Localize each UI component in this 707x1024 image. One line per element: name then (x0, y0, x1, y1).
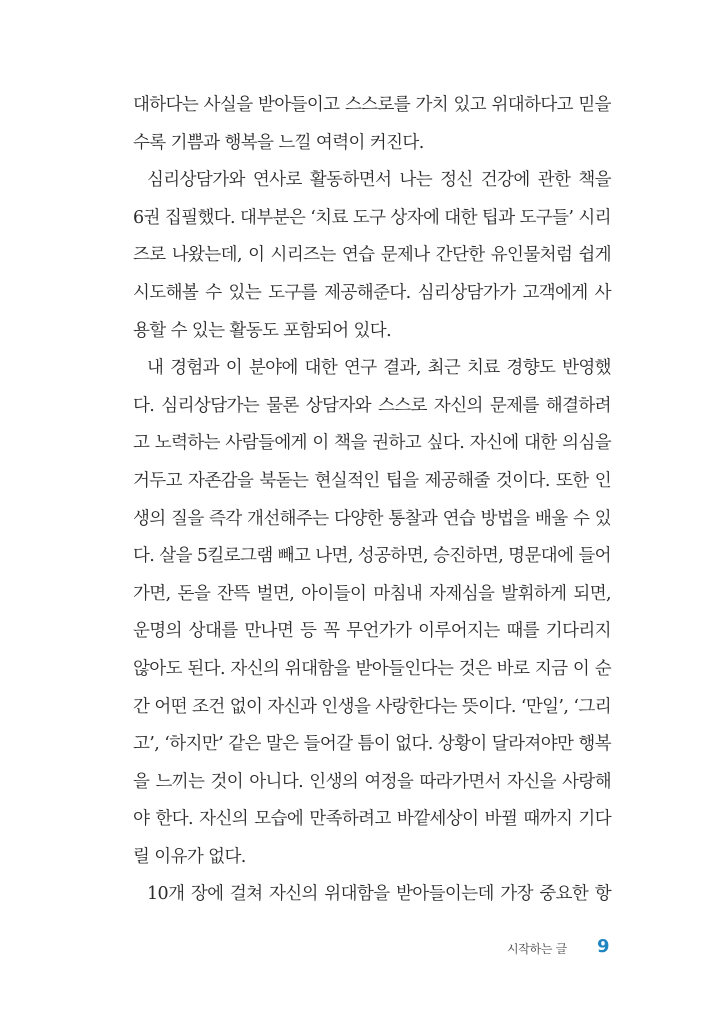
text-line-20: 야 한다. 자신의 모습에 만족하려고 바깥세상이 바뀔 때까지 기다 (133, 809, 611, 830)
text-line-13: 다. 살을 5킬로그램 빼고 나면, 성공하면, 승진하면, 명문대에 들어 (133, 546, 611, 567)
text-line-19: 을 느끼는 것이 아니다. 인생의 여정을 따라가면서 자신을 사랑해 (133, 771, 611, 792)
text-line-18: 고’, ‘하지만’ 같은 말은 들어갈 틈이 없다. 상황이 달라져야만 행복 (133, 734, 611, 755)
running-title: 시작하는 글 (507, 942, 567, 956)
text-line-16: 않아도 된다. 자신의 위대함을 받아들인다는 것은 바로 지금 이 순 (133, 658, 611, 679)
text-line-2: 수록 기쁨과 행복을 느낄 여력이 커진다. (133, 132, 424, 153)
text-line-22: 10개 장에 걸쳐 자신의 위대함을 받아들이는데 가장 중요한 항 (147, 884, 611, 905)
text-line-17: 간 어떤 조건 없이 자신과 인생을 사랑한다는 뜻이다. ‘만일’, ‘그리 (133, 696, 611, 717)
text-line-8: 내 경험과 이 분야에 대한 연구 결과, 최근 치료 경향도 반영했 (147, 358, 611, 379)
text-line-1: 대하다는 사실을 받아들이고 스스로를 가치 있고 위대하다고 믿을 (133, 95, 611, 115)
text-line-3: 심리상담가와 연사로 활동하면서 나는 정신 건강에 관한 책을 (147, 170, 611, 191)
page-number: 9 (597, 936, 610, 957)
page-footer (0, 937, 707, 961)
text-line-7: 용할 수 있는 활동도 포함되어 있다. (133, 320, 392, 341)
text-line-11: 거두고 자존감을 북돋는 현실적인 팁을 제공해줄 것이다. 또한 인 (133, 470, 611, 491)
body-text (133, 87, 611, 914)
text-line-15: 운명의 상대를 만나면 등 꼭 무언가가 이루어지는 때를 기다리지 (133, 621, 611, 642)
text-line-9: 다. 심리상담가는 물론 상담자와 스스로 자신의 문제를 해결하려 (133, 395, 611, 416)
text-line-10: 고 노력하는 사람들에게 이 책을 권하고 싶다. 자신에 대한 의심을 (133, 433, 611, 454)
text-line-4: 6권 집필했다. 대부분은 ‘치료 도구 상자에 대한 팁과 도구들’ 시리 (133, 207, 611, 228)
text-line-5: 즈로 나왔는데, 이 시리즈는 연습 문제나 간단한 유인물처럼 쉽게 (133, 245, 611, 266)
text-line-14: 가면, 돈을 잔뜩 벌면, 아이들이 마침내 자제심을 발휘하게 되면, (133, 583, 611, 604)
text-line-12: 생의 질을 즉각 개선해주는 다양한 통찰과 연습 방법을 배울 수 있 (133, 508, 611, 529)
text-line-21: 릴 이유가 없다. (133, 846, 246, 867)
text-line-6: 시도해볼 수 있는 도구를 제공해준다. 심리상담가가 고객에게 사 (133, 282, 611, 303)
